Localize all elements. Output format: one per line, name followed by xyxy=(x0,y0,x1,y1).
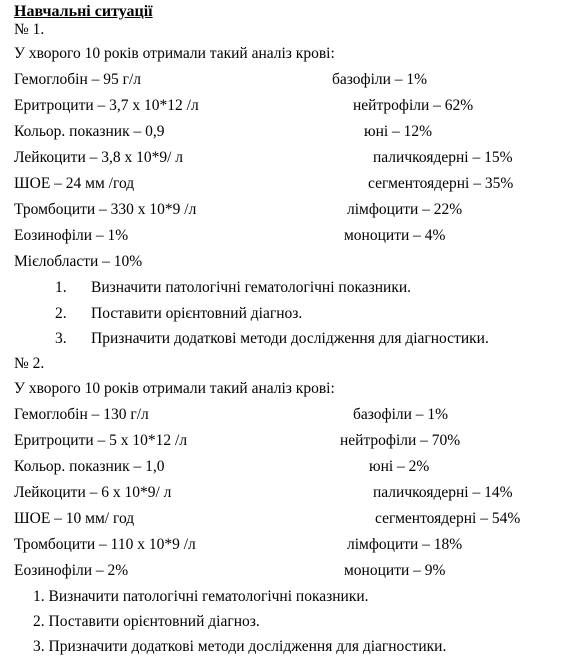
case2-task-2: 2. Поставити орієнтовний діагноз. xyxy=(33,613,260,630)
case2-intro: У хворого 10 років отримали такий аналіз крові: xyxy=(14,380,335,397)
case1-segmented: сегментоядерні – 35% xyxy=(368,175,514,192)
case2-esr: ШОЕ – 10 мм/ год xyxy=(14,510,135,527)
case2-task-1: 1. Визначити патологічні гематологічні показники. xyxy=(33,588,369,605)
case2-number: № 2. xyxy=(14,355,45,372)
case1-task-3-number: 3. xyxy=(55,330,67,347)
case2-basophils: базофіли – 1% xyxy=(353,406,449,423)
case2-color-index: Кольор. показник – 1,0 xyxy=(14,458,165,475)
case1-leukocytes: Лейкоцити – 3,8 х 10*9/ л xyxy=(14,149,184,166)
case2-segmented: сегментоядерні – 54% xyxy=(375,510,521,527)
section-title: Навчальні ситуації xyxy=(14,3,153,20)
case1-platelets: Тромбоцити – 330 х 10*9 /л xyxy=(14,201,197,218)
case1-esr: ШОЕ – 24 мм /год xyxy=(14,175,135,192)
case1-band: паличкоядерні – 15% xyxy=(373,149,513,166)
case2-band: паличкоядерні – 14% xyxy=(373,484,513,501)
case1-task-1-text: Визначити патологічні гематологічні показники. xyxy=(91,279,412,296)
case1-task-2-number: 2. xyxy=(55,305,67,322)
case1-basophils: базофіли – 1% xyxy=(332,71,428,88)
case1-task-2-text: Поставити орієнтовний діагноз. xyxy=(91,305,303,322)
case1-young: юні – 12% xyxy=(364,123,433,140)
case1-monocytes: моноцити – 4% xyxy=(344,227,446,244)
case2-eosinophils: Еозинофіли – 2% xyxy=(14,562,129,579)
case1-intro: У хворого 10 років отримали такий аналіз крові: xyxy=(14,45,335,62)
case1-lymphocytes: лімфоцити – 22% xyxy=(347,201,463,218)
case1-neutrophils: нейтрофіли – 62% xyxy=(353,97,474,114)
case1-task-1-number: 1. xyxy=(55,279,67,296)
case2-platelets: Тромбоцити – 110 х 10*9 /л xyxy=(14,536,196,553)
case1-number: № 1. xyxy=(14,21,45,38)
case1-task-3-text: Призначити додаткові методи дослідження для діагностики. xyxy=(91,330,489,347)
case2-monocytes: моноцити – 9% xyxy=(344,562,446,579)
case2-leukocytes: Лейкоцити – 6 х 10*9/ л xyxy=(14,484,172,501)
case1-color-index: Кольор. показник – 0,9 xyxy=(14,123,165,140)
case1-hemoglobin: Гемоглобін – 95 г/л xyxy=(14,71,142,88)
case1-eosinophils: Еозинофіли – 1% xyxy=(14,227,129,244)
case2-lymphocytes: лімфоцити – 18% xyxy=(347,536,463,553)
case2-task-3: 3. Призначити додаткові методи дослідження для діагностики. xyxy=(33,638,447,655)
case1-myeloblasts: Мієлобласти – 10% xyxy=(14,253,143,270)
case1-erythrocytes: Еритроцити – 3,7 х 10*12 /л xyxy=(14,97,199,114)
case2-hemoglobin: Гемоглобін – 130 г/л xyxy=(14,406,149,423)
case2-neutrophils: нейтрофіли – 70% xyxy=(340,432,461,449)
case2-young: юні – 2% xyxy=(369,458,430,475)
case2-erythrocytes: Еритроцити – 5 х 10*12 /л xyxy=(14,432,188,449)
